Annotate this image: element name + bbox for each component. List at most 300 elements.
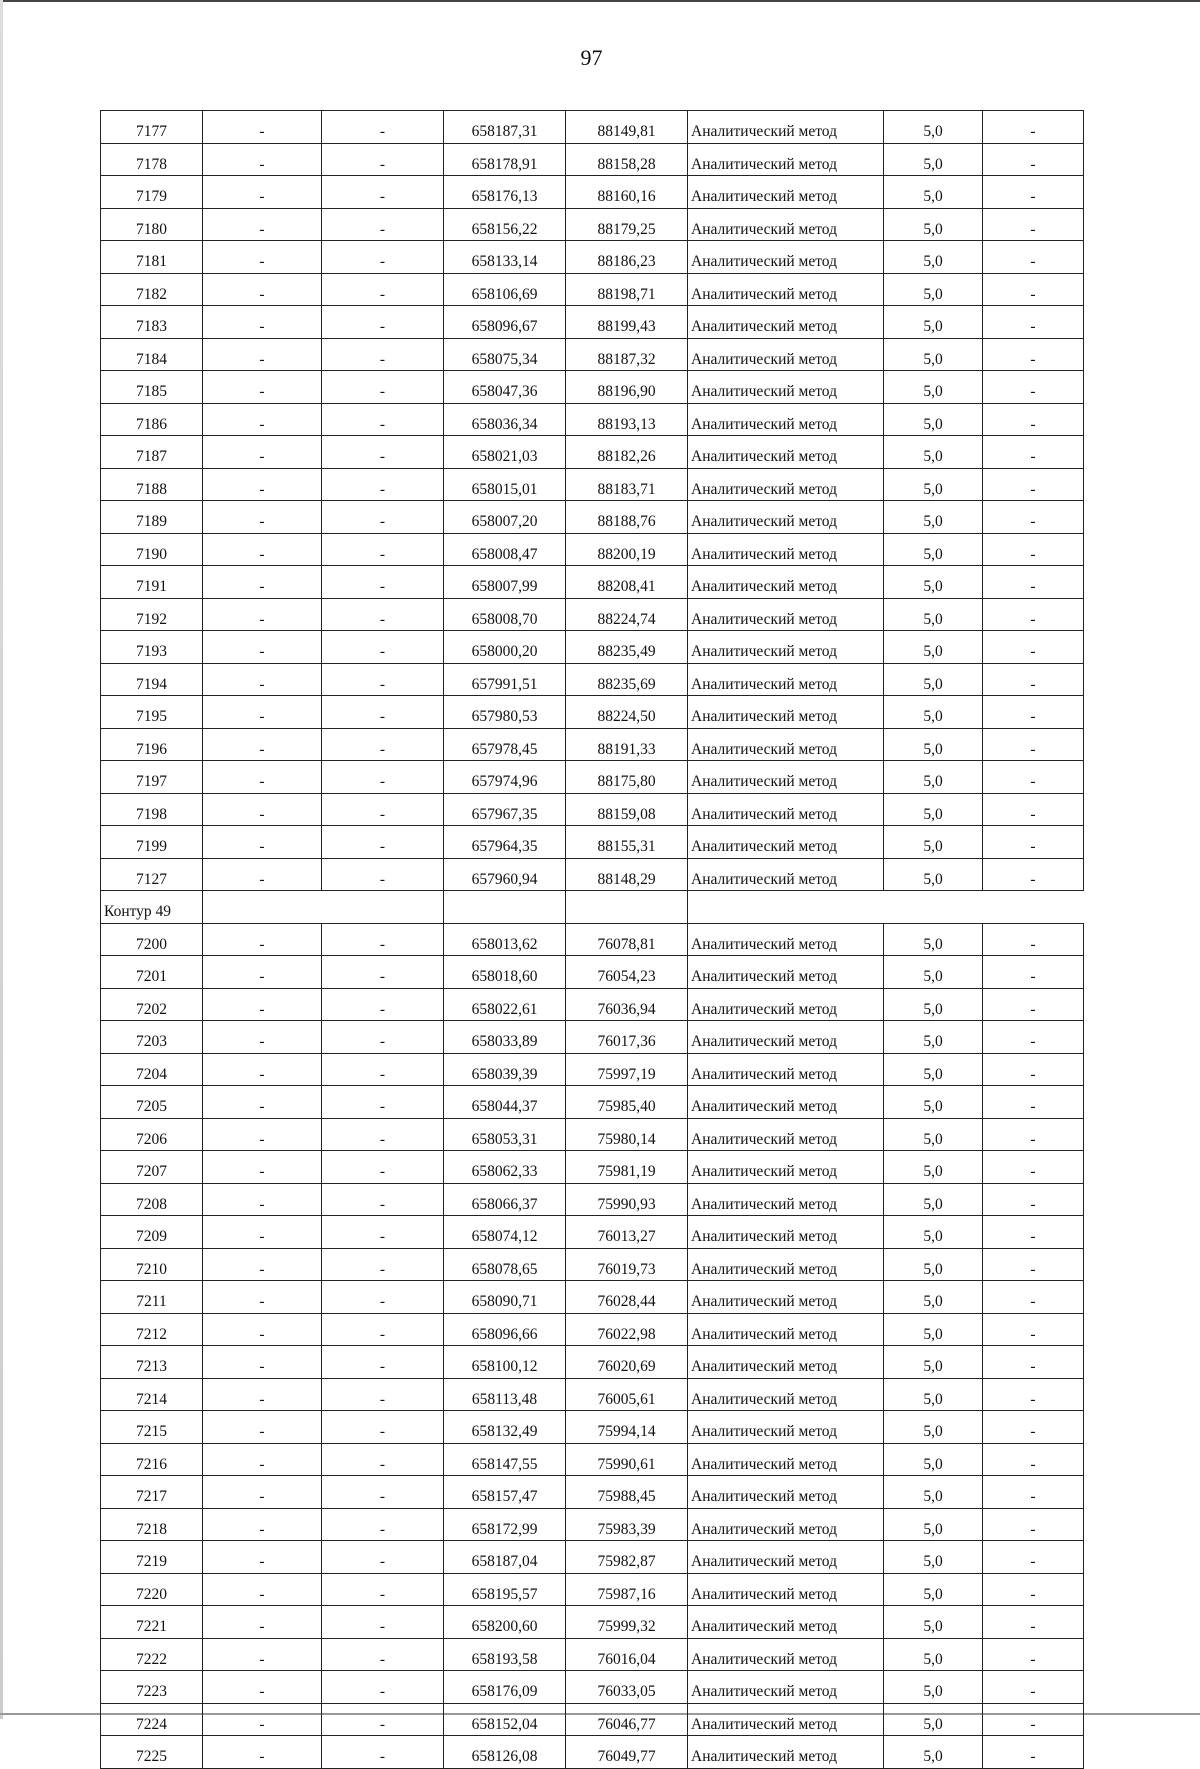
- x-coordinate-cell: 657991,51: [444, 663, 566, 696]
- description-cell: -: [983, 371, 1084, 404]
- method-cell: Аналитический метод: [688, 1736, 884, 1769]
- description-cell: -: [983, 1151, 1084, 1184]
- x-coordinate-cell: 657974,96: [444, 761, 566, 794]
- old-x-cell: -: [203, 1736, 322, 1769]
- y-coordinate-cell: 88186,23: [566, 241, 688, 274]
- y-coordinate-cell: 76036,94: [566, 988, 688, 1021]
- description-cell: -: [983, 826, 1084, 859]
- y-coordinate-cell: 76020,69: [566, 1346, 688, 1379]
- old-x-cell: -: [203, 338, 322, 371]
- description-cell: -: [983, 338, 1084, 371]
- description-cell: -: [983, 1703, 1084, 1736]
- x-coordinate-cell: 658156,22: [444, 208, 566, 241]
- old-x-cell: -: [203, 1346, 322, 1379]
- accuracy-cell: 5,0: [884, 1573, 983, 1606]
- y-coordinate-cell: 88159,08: [566, 793, 688, 826]
- y-coordinate-cell: 88182,26: [566, 436, 688, 469]
- table-row: [101, 728, 1084, 761]
- y-coordinate-cell: 88183,71: [566, 468, 688, 501]
- y-coordinate-cell: 76049,77: [566, 1736, 688, 1769]
- method-cell: Аналитический метод: [688, 1378, 884, 1411]
- accuracy-cell: 5,0: [884, 1086, 983, 1119]
- accuracy-cell: 5,0: [884, 988, 983, 1021]
- point-number-cell: 7185: [101, 371, 203, 404]
- description-cell: -: [983, 1476, 1084, 1509]
- description-cell: -: [983, 403, 1084, 436]
- method-cell: Аналитический метод: [688, 403, 884, 436]
- old-y-cell: -: [322, 338, 444, 371]
- old-y-cell: -: [322, 1021, 444, 1054]
- old-y-cell: -: [322, 1216, 444, 1249]
- description-cell: -: [983, 1736, 1084, 1769]
- x-coordinate-cell: 657964,35: [444, 826, 566, 859]
- method-cell: Аналитический метод: [688, 241, 884, 274]
- old-x-cell: -: [203, 923, 322, 956]
- old-x-cell: -: [203, 436, 322, 469]
- old-x-cell: -: [203, 1118, 322, 1151]
- description-cell: -: [983, 1606, 1084, 1639]
- method-cell: Аналитический метод: [688, 1313, 884, 1346]
- y-coordinate-cell: 76005,61: [566, 1378, 688, 1411]
- method-cell: Аналитический метод: [688, 1183, 884, 1216]
- point-number-cell: 7208: [101, 1183, 203, 1216]
- table-row: [101, 1508, 1084, 1541]
- point-number-cell: 7205: [101, 1086, 203, 1119]
- table-row: [101, 696, 1084, 729]
- table-row: [101, 1541, 1084, 1574]
- x-coordinate-cell: 658047,36: [444, 371, 566, 404]
- old-y-cell: -: [322, 501, 444, 534]
- method-cell: Аналитический метод: [688, 923, 884, 956]
- table-row: [101, 1118, 1084, 1151]
- coordinates-table: [100, 110, 1084, 1769]
- point-number-cell: 7196: [101, 728, 203, 761]
- description-cell: -: [983, 1313, 1084, 1346]
- old-x-cell: -: [203, 761, 322, 794]
- old-y-cell: -: [322, 1281, 444, 1314]
- point-number-cell: 7210: [101, 1248, 203, 1281]
- method-cell: Аналитический метод: [688, 566, 884, 599]
- accuracy-cell: 5,0: [884, 761, 983, 794]
- y-coordinate-cell: 76013,27: [566, 1216, 688, 1249]
- description-cell: -: [983, 533, 1084, 566]
- table-row: [101, 208, 1084, 241]
- description-cell: -: [983, 1248, 1084, 1281]
- description-cell: -: [983, 306, 1084, 339]
- point-number-cell: 7204: [101, 1053, 203, 1086]
- description-cell: -: [983, 208, 1084, 241]
- y-coordinate-cell: 88224,74: [566, 598, 688, 631]
- old-y-cell: -: [322, 761, 444, 794]
- old-y-cell: -: [322, 403, 444, 436]
- page-number: 97: [580, 45, 603, 70]
- y-coordinate-cell: 75990,93: [566, 1183, 688, 1216]
- point-number-cell: 7127: [101, 858, 203, 891]
- method-cell: Аналитический метод: [688, 1216, 884, 1249]
- description-cell: -: [983, 956, 1084, 989]
- description-cell: -: [983, 1346, 1084, 1379]
- old-y-cell: -: [322, 1346, 444, 1379]
- x-coordinate-cell: 658033,89: [444, 1021, 566, 1054]
- point-number-cell: 7223: [101, 1671, 203, 1704]
- description-cell: -: [983, 273, 1084, 306]
- table-row: [101, 1281, 1084, 1314]
- method-cell: Аналитический метод: [688, 631, 884, 664]
- point-number-cell: 7188: [101, 468, 203, 501]
- description-cell: -: [983, 1053, 1084, 1086]
- old-y-cell: -: [322, 1736, 444, 1769]
- table-row: [101, 761, 1084, 794]
- x-coordinate-cell: 657978,45: [444, 728, 566, 761]
- point-number-cell: 7203: [101, 1021, 203, 1054]
- description-cell: -: [983, 923, 1084, 956]
- old-y-cell: -: [322, 1151, 444, 1184]
- x-coordinate-cell: 658096,67: [444, 306, 566, 339]
- y-coordinate-cell: 88199,43: [566, 306, 688, 339]
- description-cell: -: [983, 241, 1084, 274]
- y-coordinate-cell: 88148,29: [566, 858, 688, 891]
- old-x-cell: -: [203, 988, 322, 1021]
- x-coordinate-cell: 658126,08: [444, 1736, 566, 1769]
- x-coordinate-cell: 658078,65: [444, 1248, 566, 1281]
- table-row: [101, 403, 1084, 436]
- old-y-cell: -: [322, 1378, 444, 1411]
- accuracy-cell: 5,0: [884, 1313, 983, 1346]
- accuracy-cell: 5,0: [884, 1443, 983, 1476]
- point-number-cell: 7201: [101, 956, 203, 989]
- x-coordinate-cell: 658008,70: [444, 598, 566, 631]
- table-row: [101, 631, 1084, 664]
- point-number-cell: 7202: [101, 988, 203, 1021]
- description-cell: -: [983, 1183, 1084, 1216]
- old-y-cell: -: [322, 956, 444, 989]
- accuracy-cell: 5,0: [884, 533, 983, 566]
- table-row: [101, 1346, 1084, 1379]
- accuracy-cell: 5,0: [884, 1378, 983, 1411]
- y-coordinate-cell: 88196,90: [566, 371, 688, 404]
- y-coordinate-cell: 88193,13: [566, 403, 688, 436]
- table-row: [101, 1671, 1084, 1704]
- accuracy-cell: 5,0: [884, 1151, 983, 1184]
- point-number-cell: 7192: [101, 598, 203, 631]
- method-cell: Аналитический метод: [688, 1476, 884, 1509]
- point-number-cell: 7189: [101, 501, 203, 534]
- method-cell: Аналитический метод: [688, 1443, 884, 1476]
- method-cell: Аналитический метод: [688, 988, 884, 1021]
- description-cell: -: [983, 176, 1084, 209]
- table-row: [101, 793, 1084, 826]
- old-y-cell: -: [322, 1183, 444, 1216]
- y-coordinate-cell: 75997,19: [566, 1053, 688, 1086]
- description-cell: -: [983, 1021, 1084, 1054]
- old-y-cell: -: [322, 1053, 444, 1086]
- description-cell: -: [983, 111, 1084, 144]
- accuracy-cell: 5,0: [884, 1476, 983, 1509]
- table-row: [101, 566, 1084, 599]
- table-row: [101, 501, 1084, 534]
- description-cell: -: [983, 566, 1084, 599]
- description-cell: -: [983, 1573, 1084, 1606]
- old-y-cell: -: [322, 1411, 444, 1444]
- point-number-cell: 7219: [101, 1541, 203, 1574]
- old-y-cell: -: [322, 1638, 444, 1671]
- accuracy-cell: 5,0: [884, 598, 983, 631]
- method-cell: Аналитический метод: [688, 208, 884, 241]
- description-cell: -: [983, 1378, 1084, 1411]
- description-cell: -: [983, 988, 1084, 1021]
- old-y-cell: -: [322, 696, 444, 729]
- method-cell: Аналитический метод: [688, 143, 884, 176]
- table-row: [101, 1248, 1084, 1281]
- old-x-cell: -: [203, 1313, 322, 1346]
- old-x-cell: -: [203, 468, 322, 501]
- old-x-cell: -: [203, 1248, 322, 1281]
- accuracy-cell: 5,0: [884, 1411, 983, 1444]
- x-coordinate-cell: 658195,57: [444, 1573, 566, 1606]
- method-cell: Аналитический метод: [688, 1151, 884, 1184]
- table-row: [101, 956, 1084, 989]
- method-cell: Аналитический метод: [688, 1541, 884, 1574]
- description-cell: -: [983, 1216, 1084, 1249]
- old-y-cell: -: [322, 566, 444, 599]
- y-coordinate-cell: 75982,87: [566, 1541, 688, 1574]
- description-cell: -: [983, 468, 1084, 501]
- point-number-cell: 7207: [101, 1151, 203, 1184]
- old-y-cell: -: [322, 858, 444, 891]
- old-x-cell: -: [203, 826, 322, 859]
- x-coordinate-cell: 658178,91: [444, 143, 566, 176]
- old-x-cell: -: [203, 241, 322, 274]
- point-number-cell: 7190: [101, 533, 203, 566]
- accuracy-cell: 5,0: [884, 403, 983, 436]
- old-y-cell: -: [322, 923, 444, 956]
- method-cell: Аналитический метод: [688, 1021, 884, 1054]
- x-coordinate-cell: 658106,69: [444, 273, 566, 306]
- method-cell: Аналитический метод: [688, 1346, 884, 1379]
- old-x-cell: -: [203, 306, 322, 339]
- table-row: [101, 826, 1084, 859]
- point-number-cell: 7221: [101, 1606, 203, 1639]
- description-cell: -: [983, 1086, 1084, 1119]
- description-cell: -: [983, 1281, 1084, 1314]
- old-x-cell: -: [203, 533, 322, 566]
- old-x-cell: -: [203, 793, 322, 826]
- old-y-cell: -: [322, 988, 444, 1021]
- point-number-cell: 7191: [101, 566, 203, 599]
- old-y-cell: -: [322, 208, 444, 241]
- old-x-cell: -: [203, 273, 322, 306]
- old-y-cell: -: [322, 306, 444, 339]
- old-x-cell: -: [203, 1443, 322, 1476]
- table-row: [101, 1736, 1084, 1769]
- method-cell: Аналитический метод: [688, 111, 884, 144]
- old-x-cell: -: [203, 1151, 322, 1184]
- accuracy-cell: 5,0: [884, 111, 983, 144]
- accuracy-cell: 5,0: [884, 696, 983, 729]
- method-cell: Аналитический метод: [688, 696, 884, 729]
- old-y-cell: -: [322, 598, 444, 631]
- accuracy-cell: 5,0: [884, 1703, 983, 1736]
- point-number-cell: 7200: [101, 923, 203, 956]
- old-x-cell: -: [203, 1476, 322, 1509]
- description-cell: -: [983, 696, 1084, 729]
- old-y-cell: -: [322, 143, 444, 176]
- accuracy-cell: 5,0: [884, 1671, 983, 1704]
- old-y-cell: -: [322, 1313, 444, 1346]
- description-cell: -: [983, 598, 1084, 631]
- old-x-cell: -: [203, 501, 322, 534]
- point-number-cell: 7181: [101, 241, 203, 274]
- y-coordinate-cell: 75987,16: [566, 1573, 688, 1606]
- point-number-cell: 7195: [101, 696, 203, 729]
- point-number-cell: 7193: [101, 631, 203, 664]
- table-row: [101, 176, 1084, 209]
- section-empty-cell: [566, 891, 688, 924]
- method-cell: Аналитический метод: [688, 793, 884, 826]
- x-coordinate-cell: 658100,12: [444, 1346, 566, 1379]
- table-row: [101, 468, 1084, 501]
- old-x-cell: -: [203, 858, 322, 891]
- accuracy-cell: 5,0: [884, 1736, 983, 1769]
- accuracy-cell: 5,0: [884, 566, 983, 599]
- y-coordinate-cell: 75994,14: [566, 1411, 688, 1444]
- point-number-cell: 7180: [101, 208, 203, 241]
- accuracy-cell: 5,0: [884, 241, 983, 274]
- table-row: [101, 338, 1084, 371]
- x-coordinate-cell: 658200,60: [444, 1606, 566, 1639]
- point-number-cell: 7211: [101, 1281, 203, 1314]
- y-coordinate-cell: 76046,77: [566, 1703, 688, 1736]
- old-x-cell: -: [203, 143, 322, 176]
- old-y-cell: -: [322, 176, 444, 209]
- table-row: [101, 371, 1084, 404]
- old-x-cell: -: [203, 1216, 322, 1249]
- y-coordinate-cell: 88208,41: [566, 566, 688, 599]
- description-cell: -: [983, 858, 1084, 891]
- accuracy-cell: 5,0: [884, 371, 983, 404]
- old-y-cell: -: [322, 1508, 444, 1541]
- point-number-cell: 7194: [101, 663, 203, 696]
- y-coordinate-cell: 75985,40: [566, 1086, 688, 1119]
- table-row: [101, 1313, 1084, 1346]
- table-row: [101, 1606, 1084, 1639]
- x-coordinate-cell: 657980,53: [444, 696, 566, 729]
- method-cell: Аналитический метод: [688, 306, 884, 339]
- old-x-cell: -: [203, 566, 322, 599]
- table-row: [101, 1151, 1084, 1184]
- old-y-cell: -: [322, 1443, 444, 1476]
- old-x-cell: -: [203, 1281, 322, 1314]
- scan-left-edge: [0, 0, 3, 1719]
- point-number-cell: 7184: [101, 338, 203, 371]
- y-coordinate-cell: 75980,14: [566, 1118, 688, 1151]
- x-coordinate-cell: 658007,20: [444, 501, 566, 534]
- accuracy-cell: 5,0: [884, 1021, 983, 1054]
- x-coordinate-cell: 658053,31: [444, 1118, 566, 1151]
- table-row: [101, 1053, 1084, 1086]
- old-y-cell: -: [322, 826, 444, 859]
- y-coordinate-cell: 88200,19: [566, 533, 688, 566]
- method-cell: Аналитический метод: [688, 1053, 884, 1086]
- method-cell: Аналитический метод: [688, 663, 884, 696]
- accuracy-cell: 5,0: [884, 273, 983, 306]
- accuracy-cell: 5,0: [884, 1638, 983, 1671]
- old-y-cell: -: [322, 533, 444, 566]
- method-cell: Аналитический метод: [688, 956, 884, 989]
- table-row: [101, 306, 1084, 339]
- method-cell: Аналитический метод: [688, 1573, 884, 1606]
- old-x-cell: -: [203, 1086, 322, 1119]
- point-number-cell: 7224: [101, 1703, 203, 1736]
- y-coordinate-cell: 88235,49: [566, 631, 688, 664]
- old-y-cell: -: [322, 241, 444, 274]
- old-y-cell: -: [322, 1118, 444, 1151]
- old-y-cell: -: [322, 436, 444, 469]
- method-cell: Аналитический метод: [688, 338, 884, 371]
- point-number-cell: 7213: [101, 1346, 203, 1379]
- section-row: [101, 891, 1084, 924]
- x-coordinate-cell: 658018,60: [444, 956, 566, 989]
- old-y-cell: -: [322, 631, 444, 664]
- old-x-cell: -: [203, 598, 322, 631]
- y-coordinate-cell: 75983,39: [566, 1508, 688, 1541]
- old-x-cell: -: [203, 1638, 322, 1671]
- old-x-cell: -: [203, 956, 322, 989]
- x-coordinate-cell: 658007,99: [444, 566, 566, 599]
- y-coordinate-cell: 75999,32: [566, 1606, 688, 1639]
- y-coordinate-cell: 88224,50: [566, 696, 688, 729]
- old-x-cell: -: [203, 1053, 322, 1086]
- method-cell: Аналитический метод: [688, 1281, 884, 1314]
- method-cell: Аналитический метод: [688, 273, 884, 306]
- section-title-cell: Контур 49: [101, 891, 203, 924]
- accuracy-cell: 5,0: [884, 1281, 983, 1314]
- old-y-cell: -: [322, 1541, 444, 1574]
- table-row: [101, 1411, 1084, 1444]
- old-y-cell: -: [322, 663, 444, 696]
- y-coordinate-cell: 88187,32: [566, 338, 688, 371]
- method-cell: Аналитический метод: [688, 761, 884, 794]
- table-row: [101, 1216, 1084, 1249]
- method-cell: Аналитический метод: [688, 468, 884, 501]
- y-coordinate-cell: 76054,23: [566, 956, 688, 989]
- x-coordinate-cell: 658113,48: [444, 1378, 566, 1411]
- x-coordinate-cell: 658066,37: [444, 1183, 566, 1216]
- old-y-cell: -: [322, 1086, 444, 1119]
- point-number-cell: 7212: [101, 1313, 203, 1346]
- description-cell: -: [983, 1508, 1084, 1541]
- accuracy-cell: 5,0: [884, 1508, 983, 1541]
- old-x-cell: -: [203, 176, 322, 209]
- old-y-cell: -: [322, 273, 444, 306]
- accuracy-cell: 5,0: [884, 793, 983, 826]
- old-y-cell: -: [322, 111, 444, 144]
- x-coordinate-cell: 658022,61: [444, 988, 566, 1021]
- point-number-cell: 7225: [101, 1736, 203, 1769]
- old-x-cell: -: [203, 1541, 322, 1574]
- table-row: [101, 143, 1084, 176]
- old-y-cell: -: [322, 1703, 444, 1736]
- x-coordinate-cell: 658090,71: [444, 1281, 566, 1314]
- x-coordinate-cell: 658074,12: [444, 1216, 566, 1249]
- old-y-cell: -: [322, 793, 444, 826]
- point-number-cell: 7217: [101, 1476, 203, 1509]
- x-coordinate-cell: 658176,09: [444, 1671, 566, 1704]
- accuracy-cell: 5,0: [884, 631, 983, 664]
- description-cell: -: [983, 761, 1084, 794]
- description-cell: -: [983, 1541, 1084, 1574]
- accuracy-cell: 5,0: [884, 956, 983, 989]
